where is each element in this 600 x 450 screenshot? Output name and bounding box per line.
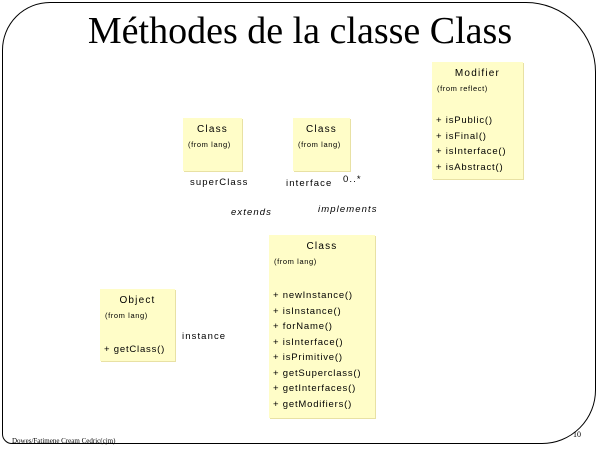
method-item: + getInterfaces()	[273, 383, 357, 394]
method-item: + isInterface()	[436, 146, 507, 157]
class-package: (from reflect)	[437, 84, 488, 93]
superclass-role-label: superClass	[190, 177, 249, 188]
class-package: (from lang)	[298, 140, 341, 149]
instance-role-label: instance	[182, 331, 227, 342]
method-item: + getSuperclass()	[273, 367, 362, 379]
object-class-box	[100, 289, 175, 361]
extends-label: extends	[231, 207, 272, 218]
modifier-class-box	[432, 62, 523, 179]
class-name: Object	[119, 295, 156, 306]
method-item: + isFinal()	[436, 130, 487, 142]
interface-role-label: interface	[286, 178, 333, 189]
method-list	[436, 113, 506, 175]
method-item: + isPublic()	[436, 115, 493, 126]
class-package: (from lang)	[274, 257, 317, 266]
method-item: + isInstance()	[273, 305, 342, 317]
method-item: + isAbstract()	[436, 161, 504, 173]
method-item: + isInterface()	[273, 336, 344, 348]
superclass-class-box	[183, 118, 242, 171]
method-list	[273, 288, 361, 412]
class-name: Class	[305, 124, 337, 135]
method-item: + isPrimitive()	[273, 352, 343, 363]
method-item: + forName()	[273, 321, 333, 332]
class-package: (from lang)	[188, 140, 231, 149]
multiplicity-label: 0..*	[343, 174, 362, 185]
method-item: + getModifiers()	[273, 398, 353, 410]
main-class-box	[269, 235, 375, 418]
class-package: (from lang)	[105, 311, 148, 320]
method-list	[104, 342, 165, 358]
slide-title: Méthodes de la classe Class	[87, 10, 513, 52]
implements-label: implements	[318, 204, 378, 215]
page-number: 10	[573, 430, 581, 439]
slide-footer: Dowes/Fatimene Cream Cedric(cjm)	[12, 437, 116, 445]
interface-class-box	[293, 118, 350, 171]
method-item: + newInstance()	[273, 290, 353, 301]
class-name: Class	[306, 241, 338, 252]
class-name: Modifier	[454, 68, 501, 79]
method-item: + getClass()	[104, 344, 166, 355]
class-name: Class	[196, 124, 228, 135]
